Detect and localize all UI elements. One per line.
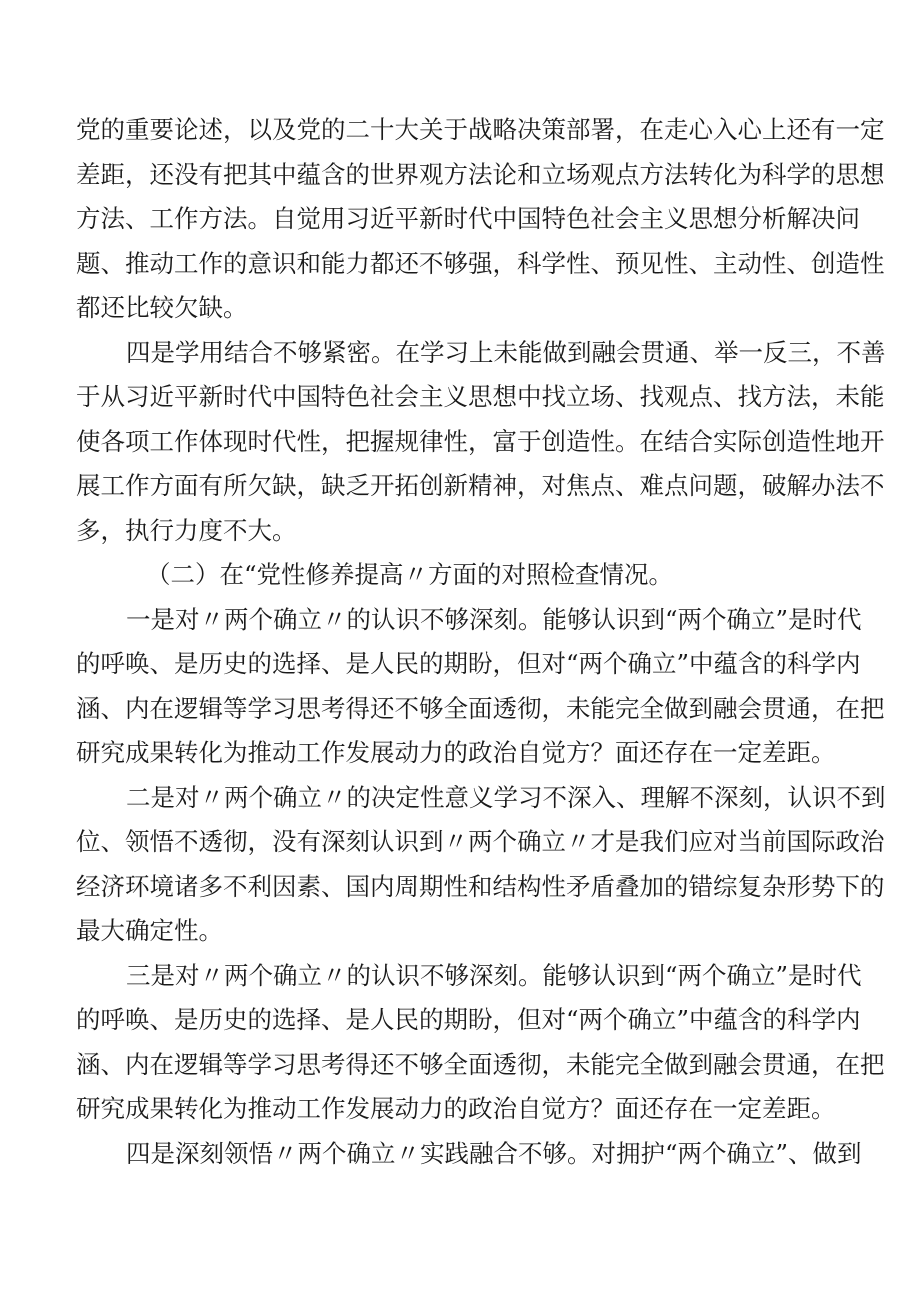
text-line: 的呼唤、是历史的选择、是人民的期盼，但对“两个确立”中蕴含的科学内 [76,1005,861,1034]
text-line: 题、推动工作的意识和能力都还不够强，科学性、预见性、主动性、创造性 [76,248,885,278]
text-line: 都还比较欠缺。 [76,293,248,322]
section-heading: （二）在“党性修养提高〃方面的对照检查情况。 [146,560,674,589]
body-text [76,108,886,1176]
text-line: 差距，还没有把其中蕴含的世界观方法论和立场观点方法转化为科学的思想 [76,159,885,189]
paragraph-first-line: 一是对〃两个确立〃的认识不够深刻。能够认识到“两个确立”是时代 [126,604,862,634]
text-line: 方法、工作方法。自觉用习近平新时代中国特色社会主义思想分析解决问 [76,204,860,233]
text-line: 展工作方面有所欠缺，缺乏开拓创新精神，对焦点、难点问题，破解办法不 [76,471,885,500]
text-line: 研究成果转化为推动工作发展动力的政治自觉方？面还存在一定差距。 [76,738,836,767]
text-line: 多，执行力度不大。 [76,515,297,545]
text-line: 使各项工作体现时代性，把握规律性，富于创造性。在结合实际创造性地开 [76,426,885,456]
text-line: 于从习近平新时代中国特色社会主义思想中找立场、找观点、找方法，未能 [76,382,885,411]
paragraph-first-line: 四是学用结合不够紧密。在学习上未能做到融会贯通、举一反三，不善 [126,337,886,367]
text-line: 经济环境诸多不利因素、国内周期性和结构性矛盾叠加的错综复杂形势下的 [76,871,885,901]
text-line: 涵、内在逻辑等学习思考得还不够全面透彻，未能完全做到融会贯通，在把 [76,693,885,723]
paragraph-first-line: 二是对〃两个确立〃的决定性意义学习不深入、理解不深刻，认识不到 [126,782,886,812]
paragraph-first-line: 三是对〃两个确立〃的认识不够深刻。能够认识到“两个确立”是时代 [126,960,862,990]
text-line: 的呼唤、是历史的选择、是人民的期盼，但对“两个确立”中蕴含的科学内 [76,649,861,678]
paragraph-first-line: 四是深刻领悟〃两个确立〃实践融合不够。对拥护“两个确立”、做到 [126,1138,862,1168]
text-line: 涵、内在逻辑等学习思考得还不够全面透彻，未能完全做到融会贯通，在把 [76,1049,885,1079]
text-line: 位、领悟不透彻，没有深刻认识到〃两个确立〃才是我们应对当前国际政治 [76,827,885,856]
text-line: 最大确定性。 [76,916,223,945]
text-line: 研究成果转化为推动工作发展动力的政治自觉方？面还存在一定差距。 [76,1094,836,1123]
text-line: 党的重要论述，以及党的二十大关于战略决策部署，在走心入心上还有一定 [76,115,885,144]
